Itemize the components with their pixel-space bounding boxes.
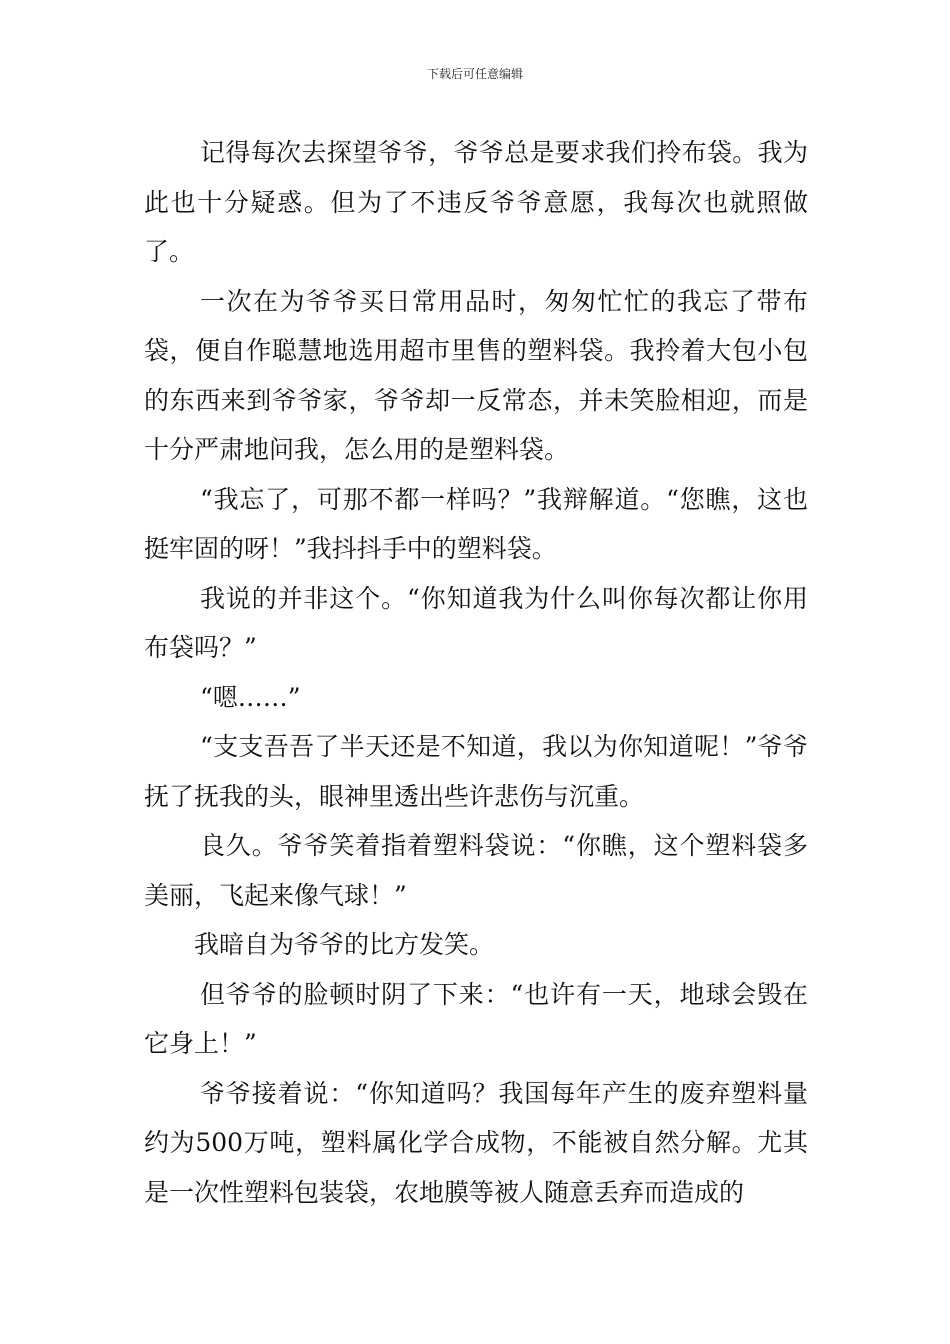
paragraph-5: “嗯……” <box>200 682 301 712</box>
paragraph-4: 我说的并非这个。“你知道我为什么叫你每次都让你用布袋吗？” <box>144 583 808 662</box>
paragraph-7: 良久。爷爷笑着指着塑料袋说：“你瞧，这个塑料袋多美丽，飞起来像气球！” <box>144 831 808 910</box>
paragraph-6: “支支吾吾了半天还是不知道，我以为你知道呢！”爷爷抚了抚我的头，眼神里透出些许悲伤与沉重。 <box>144 732 808 811</box>
page-header: 下载后可任意编辑 <box>426 67 523 81</box>
paragraph-3: “我忘了，可那不都一样吗？”我辩解道。“您瞧，这也挺牢固的呀！”我抖抖手中的塑料袋。 <box>144 484 808 563</box>
paragraph-10: 爷爷接着说：“你知道吗？我国每年产生的废弃塑料量约为500万吨，塑料属化学合成物，不能被自然分解。尤其是一次性塑料包装袋，农地膜等被人随意丢弃而造成的 <box>144 1078 808 1207</box>
paragraph-2: 一次在为爷爷买日常用品时，匆匆忙忙的我忘了带布袋，便自作聪慧地选用超市里售的塑料袋。我拎着大包小包的东西来到爷爷家，爷爷却一反常态，并未笑脸相迎，而是十分严肃地问我，怎么用的是塑料袋。 <box>144 286 808 464</box>
paragraph-1: 记得每次去探望爷爷，爷爷总是要求我们拎布袋。我为此也十分疑惑。但为了不违反爷爷意愿，我每次也就照做了。 <box>144 138 808 266</box>
paragraph-9: 但爷爷的脸顿时阴了下来：“也许有一天，地球会毁在它身上！” <box>144 979 808 1058</box>
paragraph-8: 我暗自为爷爷的比方发笑。 <box>194 930 495 959</box>
document-body <box>144 128 808 1217</box>
